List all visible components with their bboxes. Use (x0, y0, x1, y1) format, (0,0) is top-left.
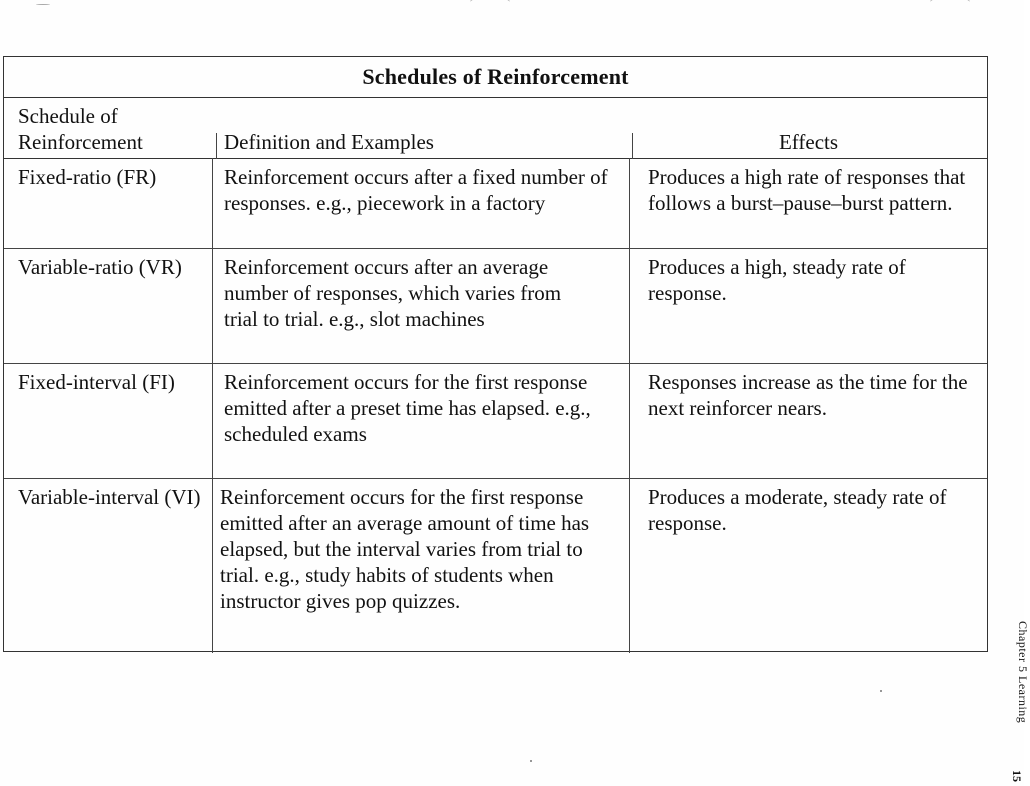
row-1-schedule: Fixed-ratio (FR) (18, 165, 157, 189)
row-1-definition: Reinforcement occurs after a fixed number of responses. e.g., piecework in a factory (224, 165, 608, 215)
row-divider-2 (4, 363, 987, 364)
page-number: 15 (1010, 770, 1024, 782)
column-header-schedule: Schedule of Reinforcement (18, 104, 143, 154)
row-1-effects: Produces a high rate of responses that follows a burst–pause–burst pattern. (648, 165, 966, 215)
chapter-running-head: Chapter 5 Learning (1016, 621, 1030, 724)
row-3-definition: Reinforcement occurs for the first response emitted after a preset time has elapsed. e.g., scheduled exams (224, 370, 591, 446)
row-divider-3 (4, 478, 987, 479)
table-title: Schedules of Reinforcement (4, 57, 987, 98)
row-2-definition: Reinforcement occurs after an average number of responses, which varies from trial to trial. e.g., slot machines (224, 255, 562, 331)
header-separator-1 (216, 133, 217, 159)
column-separator-1 (212, 158, 213, 653)
column-header-definition: Definition and Examples (224, 130, 434, 154)
reinforcement-table (3, 56, 988, 652)
row-3-schedule: Fixed-interval (FI) (18, 370, 175, 394)
row-2-schedule: Variable-ratio (VR) (18, 255, 182, 279)
row-divider-1 (4, 248, 987, 249)
row-4-definition: Reinforcement occurs for the first response emitted after an average amount of time has elapsed, but the interval varies from trial to trial. e.g., study habits of students when instructor gives pop quizzes. (220, 485, 590, 613)
header-separator-2 (632, 133, 633, 159)
scan-mark-left (470, 0, 510, 8)
row-3-effects: Responses increase as the time for the next reinforcer nears. (648, 370, 968, 420)
column-header-effects: Effects (778, 130, 839, 154)
row-4-effects: Produces a moderate, steady rate of response. (648, 485, 947, 535)
scan-speck (880, 690, 882, 692)
scan-speck (36, 4, 50, 5)
header-divider (4, 158, 987, 159)
row-2-effects: Produces a high, steady rate of response. (648, 255, 906, 305)
row-4-schedule: Variable-interval (VI) (18, 485, 201, 509)
scan-speck (530, 760, 532, 762)
column-separator-2 (629, 158, 630, 653)
scan-mark-right (930, 0, 970, 8)
